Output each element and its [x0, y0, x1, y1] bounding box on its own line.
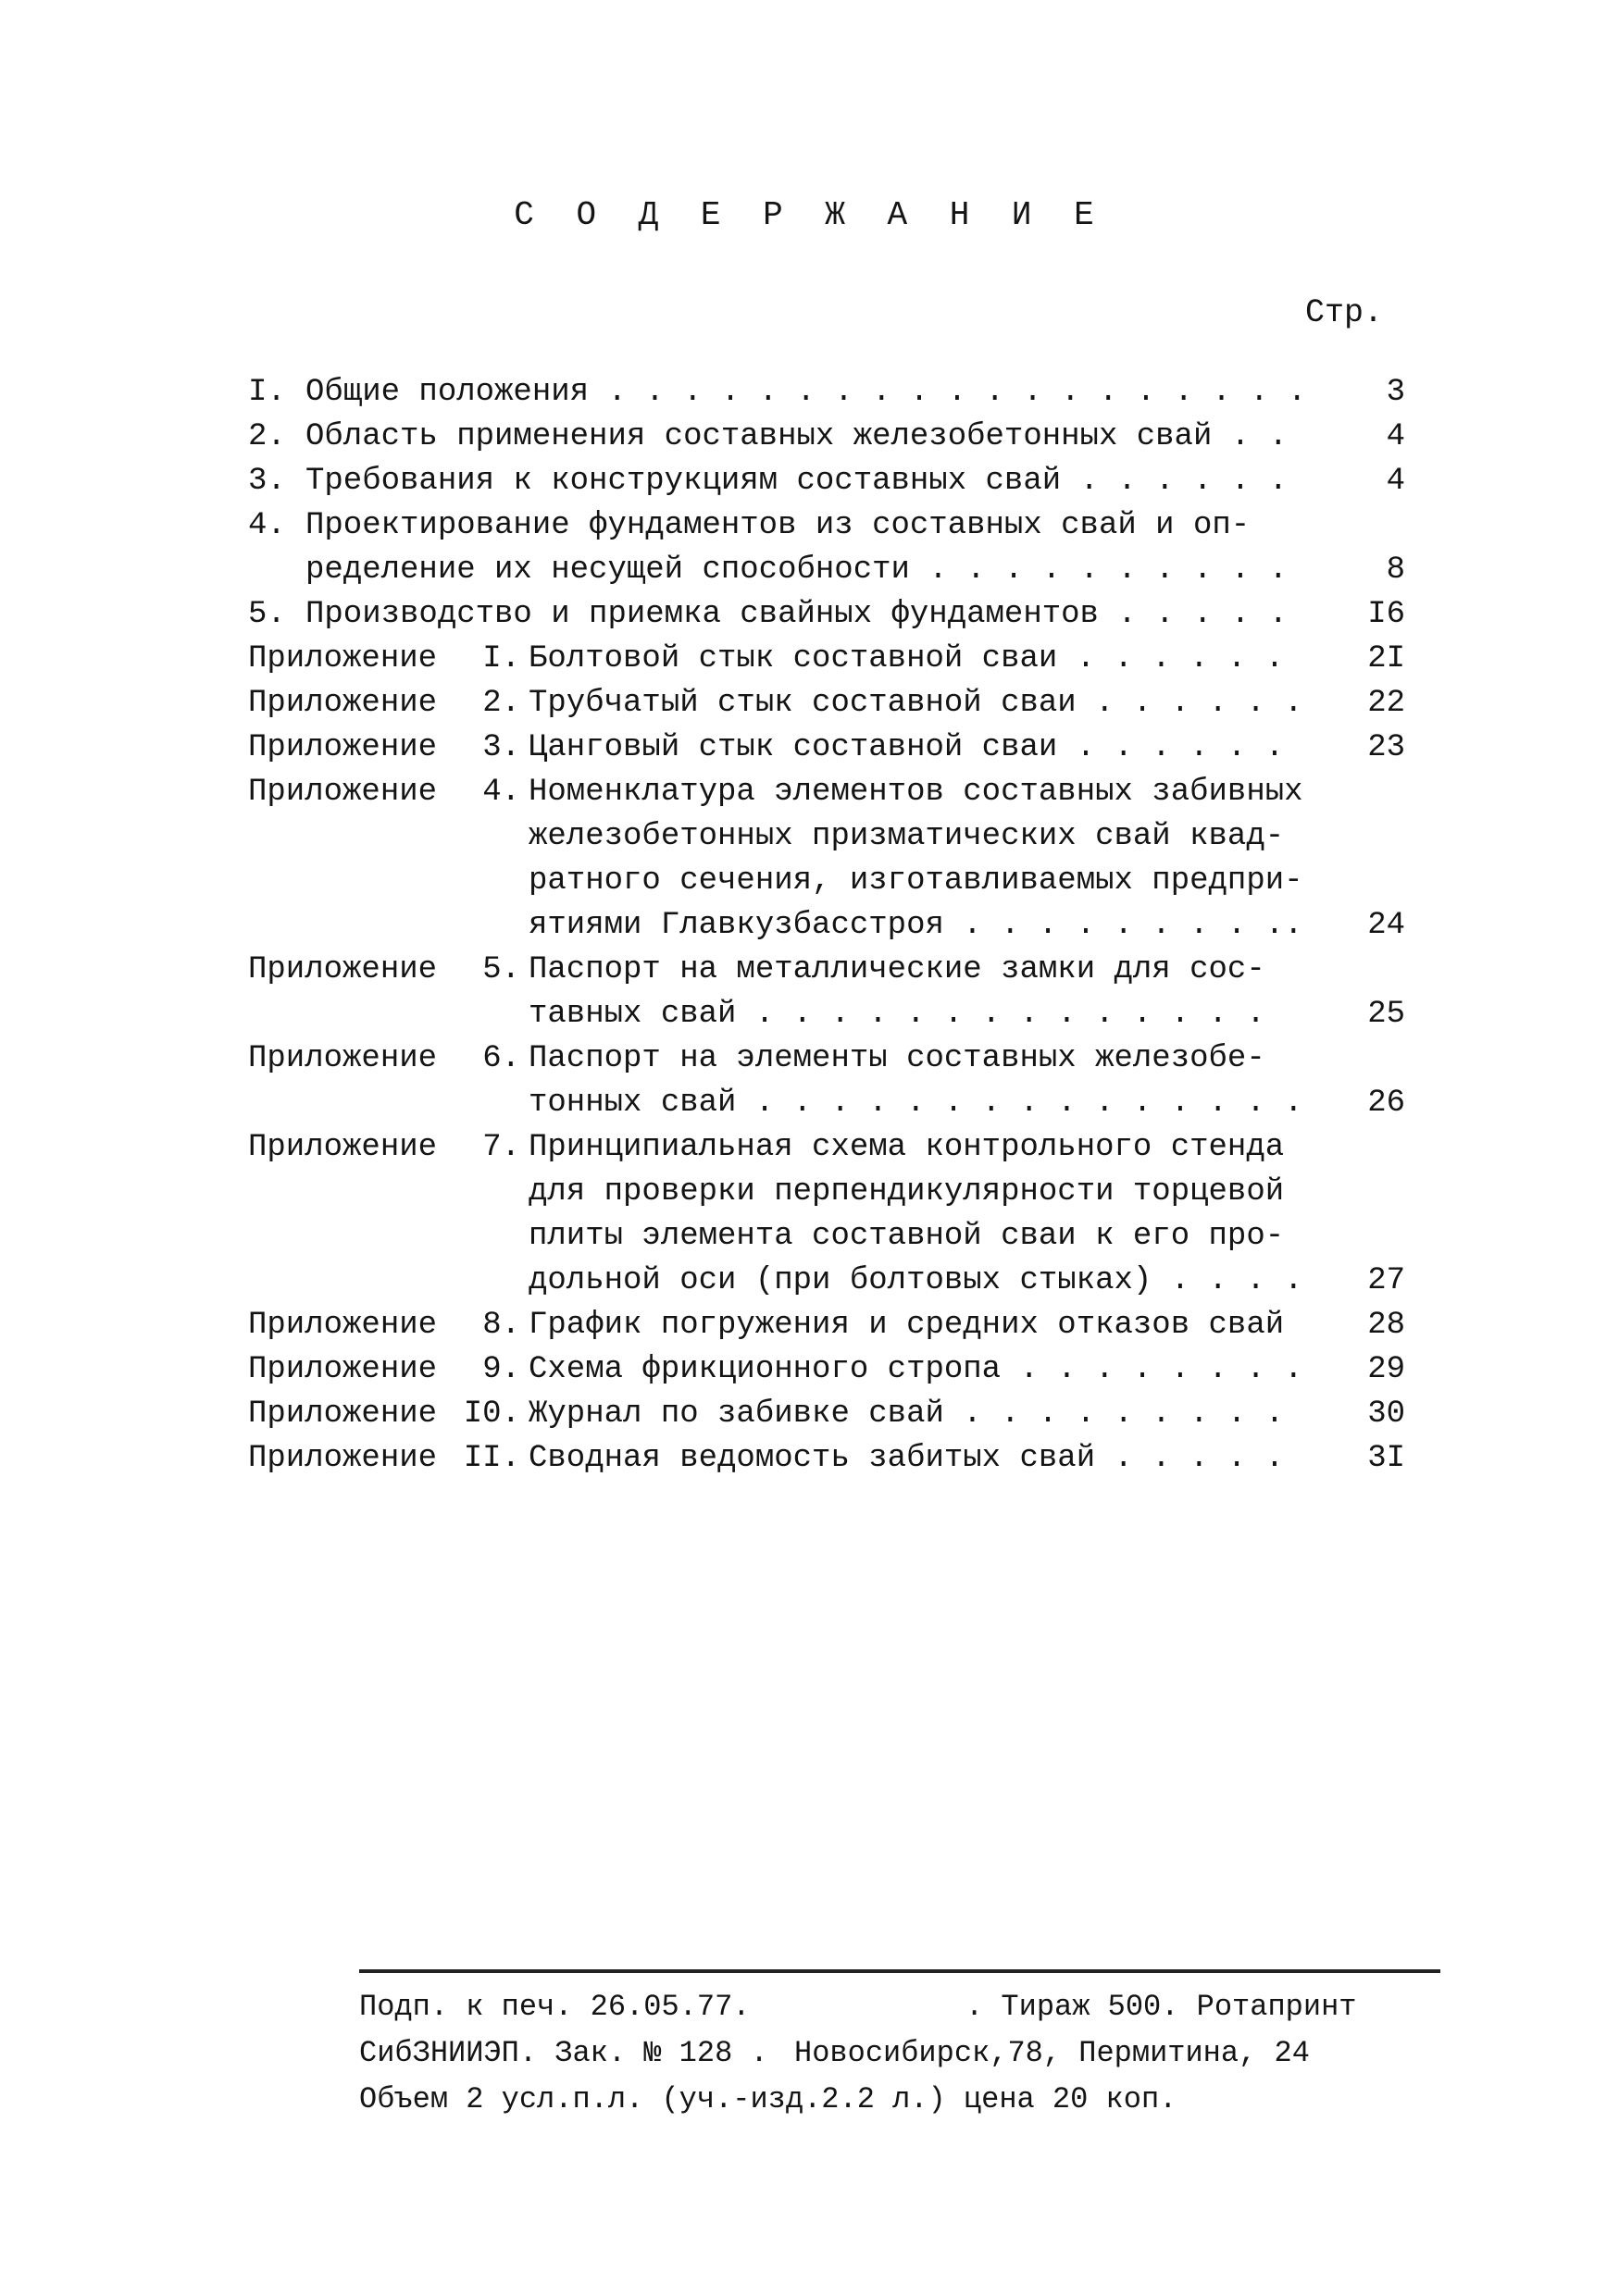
appendix-title-continuation: железобетонных призматических свай квад-: [529, 819, 1285, 854]
appendix-label: Приложение: [248, 1352, 438, 1387]
toc-entry: [248, 375, 1405, 416]
appendix-title-continuation: дольной оси (при болтовых стыках) . . . .: [529, 1263, 1303, 1298]
page-number: 28: [1367, 1308, 1405, 1343]
section-number: 4.: [248, 508, 286, 543]
page-number: 3I: [1367, 1441, 1405, 1476]
page-number: 22: [1367, 686, 1405, 721]
appendix-entry: [248, 952, 1405, 993]
imprint-address: Новосибирск,78, Пермитина, 24: [794, 2036, 1310, 2070]
appendix-number: 6.: [482, 1041, 520, 1076]
appendix-label: Приложение: [248, 1441, 438, 1476]
appendix-entry: [248, 1396, 1405, 1437]
appendix-title-continuation: тавных свай . . . . . . . . . . . . . .: [529, 997, 1265, 1032]
appendix-title-continuation: ратного сечения, изготавливаемых предпри-: [529, 863, 1303, 899]
page-number: 24: [1367, 908, 1405, 943]
appendix-label: Приложение: [248, 952, 438, 987]
toc-entry: [248, 464, 1405, 504]
appendix-entry: [248, 1130, 1405, 1171]
page-number: 3: [1386, 375, 1405, 410]
page-number: 30: [1367, 1396, 1405, 1432]
section-number: 5.: [248, 597, 286, 632]
appendix-number: 5.: [482, 952, 520, 987]
appendix-entry-continuation: [248, 1219, 1405, 1260]
appendix-entry-continuation: [248, 1174, 1405, 1215]
appendix-title: Сводная ведомость забитых свай . . . . .: [529, 1441, 1285, 1476]
section-title: Проектирование фундаментов из составных свай и оп-: [305, 508, 1251, 543]
appendix-title: Трубчатый стык составной сваи . . . . . .: [529, 686, 1303, 721]
appendix-number: I.: [482, 641, 520, 676]
page-column-header: Стр.: [1305, 294, 1384, 331]
toc-entry-continuation: [248, 552, 1405, 593]
page-number: 29: [1367, 1352, 1405, 1387]
footer-divider: [359, 1969, 1440, 1973]
appendix-title: Принципиальная схема контрольного стенда: [529, 1130, 1285, 1165]
section-title: Требования к конструкциям составных свай . . . . . .: [305, 464, 1288, 499]
contents-title: С О Д Е Р Ж А Н И Е: [514, 196, 1105, 234]
appendix-title-continuation: тонных свай . . . . . . . . . . . . . . .: [529, 1086, 1303, 1121]
imprint-print-run: . Тираж 500. Ротапринт: [965, 1990, 1357, 2024]
appendix-entry: [248, 730, 1405, 771]
appendix-title: Номенклатура элементов составных забивных: [529, 775, 1303, 810]
appendix-entry-continuation: [248, 908, 1405, 949]
appendix-entry-continuation: [248, 863, 1405, 904]
appendix-number: I0.: [463, 1396, 520, 1432]
appendix-entry: [248, 641, 1405, 682]
imprint-order: СибЗНИИЭП. Зак. № 128 .: [359, 2036, 768, 2070]
page-number: 26: [1367, 1086, 1405, 1121]
section-title-continuation: ределение их несущей способности . . . . . . . . . .: [305, 552, 1288, 588]
appendix-title: Паспорт на элементы составных железобе-: [529, 1041, 1265, 1076]
appendix-label: Приложение: [248, 1396, 438, 1432]
appendix-entry-continuation: [248, 819, 1405, 860]
appendix-entry: [248, 1352, 1405, 1393]
appendix-label: Приложение: [248, 1308, 438, 1343]
page-number: 2I: [1367, 641, 1405, 676]
appendix-label: Приложение: [248, 1130, 438, 1165]
section-number: 2.: [248, 419, 286, 454]
appendix-title-continuation: для проверки перпендикулярности торцевой: [529, 1174, 1285, 1210]
page-number: 25: [1367, 997, 1405, 1032]
appendix-entry: [248, 1041, 1405, 1082]
appendix-title: Паспорт на металлические замки для сос-: [529, 952, 1265, 987]
appendix-entry-continuation: [248, 1263, 1405, 1304]
page-number: 8: [1386, 552, 1405, 588]
appendix-number: 3.: [482, 730, 520, 765]
appendix-entry: [248, 1308, 1405, 1348]
appendix-entry-continuation: [248, 997, 1405, 1037]
page-number: 27: [1367, 1263, 1405, 1298]
appendix-title: Схема фрикционного стропа . . . . . . . .: [529, 1352, 1303, 1387]
toc-entry: [248, 419, 1405, 460]
appendix-entry-continuation: [248, 1086, 1405, 1126]
imprint-signed-date: Подп. к печ. 26.05.77.: [359, 1990, 751, 2024]
section-title: Общие положения . . . . . . . . . . . . . . . . . . .: [305, 375, 1307, 410]
appendix-title: Журнал по забивке свай . . . . . . . . .: [529, 1396, 1285, 1432]
appendix-title-continuation: ятиями Главкузбасстроя . . . . . . . . ..: [529, 908, 1303, 943]
appendix-number: 8.: [482, 1308, 520, 1343]
page-number: 23: [1367, 730, 1405, 765]
appendix-label: Приложение: [248, 686, 438, 721]
toc-entry: [248, 597, 1405, 638]
section-title: Производство и приемка свайных фундаментов . . . . .: [305, 597, 1288, 632]
appendix-number: 7.: [482, 1130, 520, 1165]
appendix-entry: [248, 775, 1405, 815]
section-title: Область применения составных железобетонных свай . .: [305, 419, 1288, 454]
appendix-label: Приложение: [248, 730, 438, 765]
appendix-number: 9.: [482, 1352, 520, 1387]
appendix-title-continuation: плиты элемента составной сваи к его про-: [529, 1219, 1285, 1254]
appendix-title: Цанговый стык составной сваи . . . . . .: [529, 730, 1285, 765]
appendix-title: График погружения и средних отказов свай: [529, 1308, 1285, 1343]
appendix-number: 4.: [482, 775, 520, 810]
appendix-label: Приложение: [248, 1041, 438, 1076]
appendix-label: Приложение: [248, 641, 438, 676]
section-number: I.: [248, 375, 286, 410]
appendix-number: II.: [463, 1441, 520, 1476]
appendix-number: 2.: [482, 686, 520, 721]
appendix-title: Болтовой стык составной сваи . . . . . .: [529, 641, 1285, 676]
page-number: I6: [1367, 597, 1405, 632]
appendix-entry: [248, 1441, 1405, 1482]
appendix-entry: [248, 686, 1405, 726]
page-number: 4: [1386, 419, 1405, 454]
section-number: 3.: [248, 464, 286, 499]
toc-entry: [248, 508, 1405, 549]
page-number: 4: [1386, 464, 1405, 499]
imprint-volume-price: Объем 2 усл.п.л. (уч.-изд.2.2 л.) цена 20 коп.: [359, 2082, 1177, 2116]
appendix-label: Приложение: [248, 775, 438, 810]
